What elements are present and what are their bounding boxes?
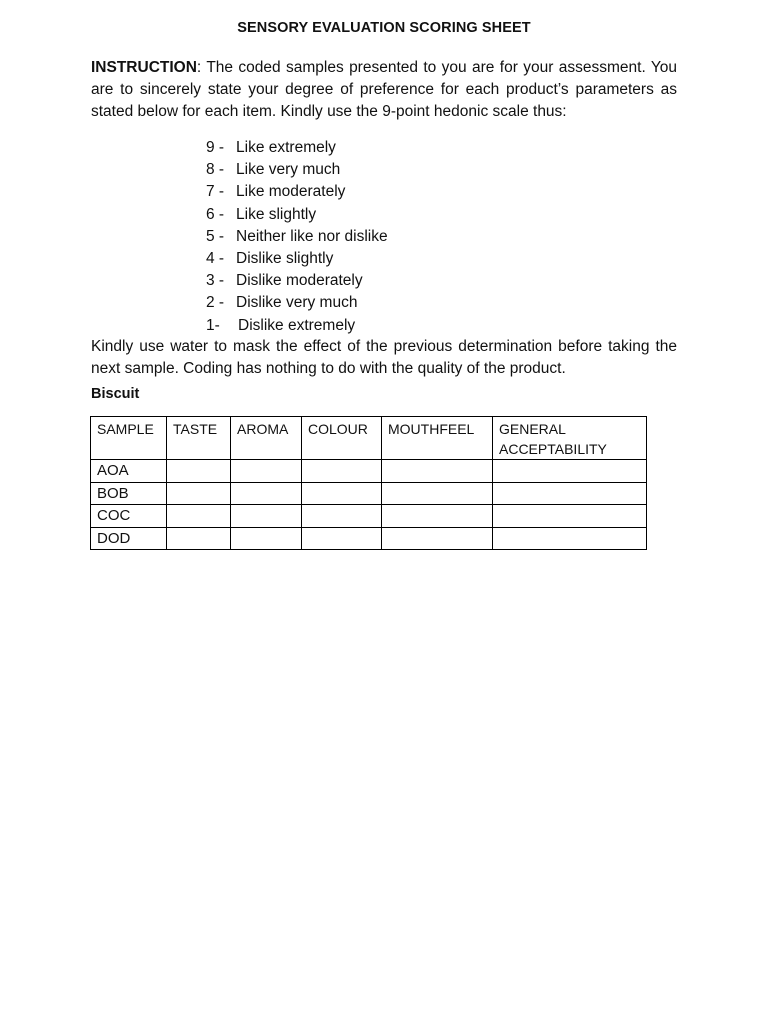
instruction-label: INSTRUCTION	[91, 59, 197, 76]
score-cell-mouthfeel[interactable]	[382, 505, 493, 528]
scale-item	[206, 315, 388, 337]
scale-label: Neither like nor dislike	[236, 227, 388, 245]
water-note-paragraph: Kindly use water to mask the effect of the previous determination before taking the next sample. Coding has nothing to do with the quality of the product.	[91, 338, 677, 377]
score-cell-mouthfeel[interactable]	[382, 460, 493, 483]
scale-item	[206, 137, 388, 159]
header-colour: COLOUR	[302, 417, 382, 460]
table-row	[91, 460, 647, 483]
score-cell-taste[interactable]	[167, 482, 231, 505]
scale-item	[206, 204, 388, 226]
score-cell-colour[interactable]	[302, 527, 382, 550]
score-cell-taste[interactable]	[167, 505, 231, 528]
scale-number: 7 -	[206, 183, 225, 201]
score-cell-general-acceptability[interactable]	[493, 505, 647, 528]
score-cell-aroma[interactable]	[231, 527, 302, 550]
scale-number: 5 -	[206, 227, 225, 245]
scale-item	[206, 248, 388, 270]
score-cell-general-acceptability[interactable]	[493, 460, 647, 483]
header-aroma: AROMA	[231, 417, 302, 460]
sample-code-cell: DOD	[91, 527, 167, 550]
table-row	[91, 505, 647, 528]
table-row	[91, 482, 647, 505]
score-cell-aroma[interactable]	[231, 460, 302, 483]
header-mouthfeel: MOUTHFEEL	[382, 417, 493, 460]
sample-code-cell: BOB	[91, 482, 167, 505]
scale-item	[206, 181, 388, 203]
score-cell-colour[interactable]	[302, 482, 382, 505]
scale-number: 2 -	[206, 294, 225, 312]
score-cell-mouthfeel[interactable]	[382, 482, 493, 505]
score-cell-taste[interactable]	[167, 527, 231, 550]
sample-code-cell: COC	[91, 505, 167, 528]
scale-number: 6 -	[206, 205, 225, 223]
scale-label: Like extremely	[236, 139, 336, 156]
score-cell-general-acceptability[interactable]	[493, 527, 647, 550]
scale-item	[206, 270, 388, 292]
hedonic-scale-list	[206, 137, 388, 337]
scale-item	[206, 159, 388, 181]
table-header-row	[91, 417, 647, 460]
scale-label: Like moderately	[236, 183, 346, 201]
header-taste: TASTE	[167, 417, 231, 460]
scale-number: 4 -	[206, 249, 225, 267]
score-cell-colour[interactable]	[302, 460, 382, 483]
scale-label: Dislike slightly	[236, 249, 334, 267]
table-row	[91, 527, 647, 550]
scale-number: 8 -	[206, 161, 225, 179]
sample-code-cell: AOA	[91, 460, 167, 483]
score-cell-aroma[interactable]	[231, 482, 302, 505]
score-cell-aroma[interactable]	[231, 505, 302, 528]
scale-label: Dislike very much	[236, 294, 358, 312]
scale-number: 3 -	[206, 272, 225, 290]
section-title-biscuit: Biscuit	[91, 386, 140, 402]
instruction-text: : The coded samples presented to you are for your assessment. You are to sincerely state your degree of preference for each product’s parameters as stated below for each item. Kindly use the 9-point hedonic scale thus:	[91, 59, 677, 120]
score-cell-colour[interactable]	[302, 505, 382, 528]
scale-label: Like slightly	[236, 205, 317, 223]
scale-number: 1-	[206, 316, 220, 334]
scale-number: 9 -	[206, 139, 225, 156]
header-general-acceptability: GENERAL ACCEPTABILITY	[493, 417, 647, 460]
score-cell-general-acceptability[interactable]	[493, 482, 647, 505]
scale-item	[206, 292, 388, 314]
header-sample: SAMPLE	[91, 417, 167, 460]
scale-label: Dislike extremely	[238, 316, 356, 334]
score-cell-taste[interactable]	[167, 460, 231, 483]
scale-label: Dislike moderately	[236, 272, 363, 290]
instruction-paragraph	[91, 57, 677, 123]
page-title: SENSORY EVALUATION SCORING SHEET	[237, 20, 531, 36]
scoring-table	[90, 416, 647, 550]
score-cell-mouthfeel[interactable]	[382, 527, 493, 550]
scale-label: Like very much	[236, 161, 341, 179]
scale-item	[206, 226, 388, 248]
